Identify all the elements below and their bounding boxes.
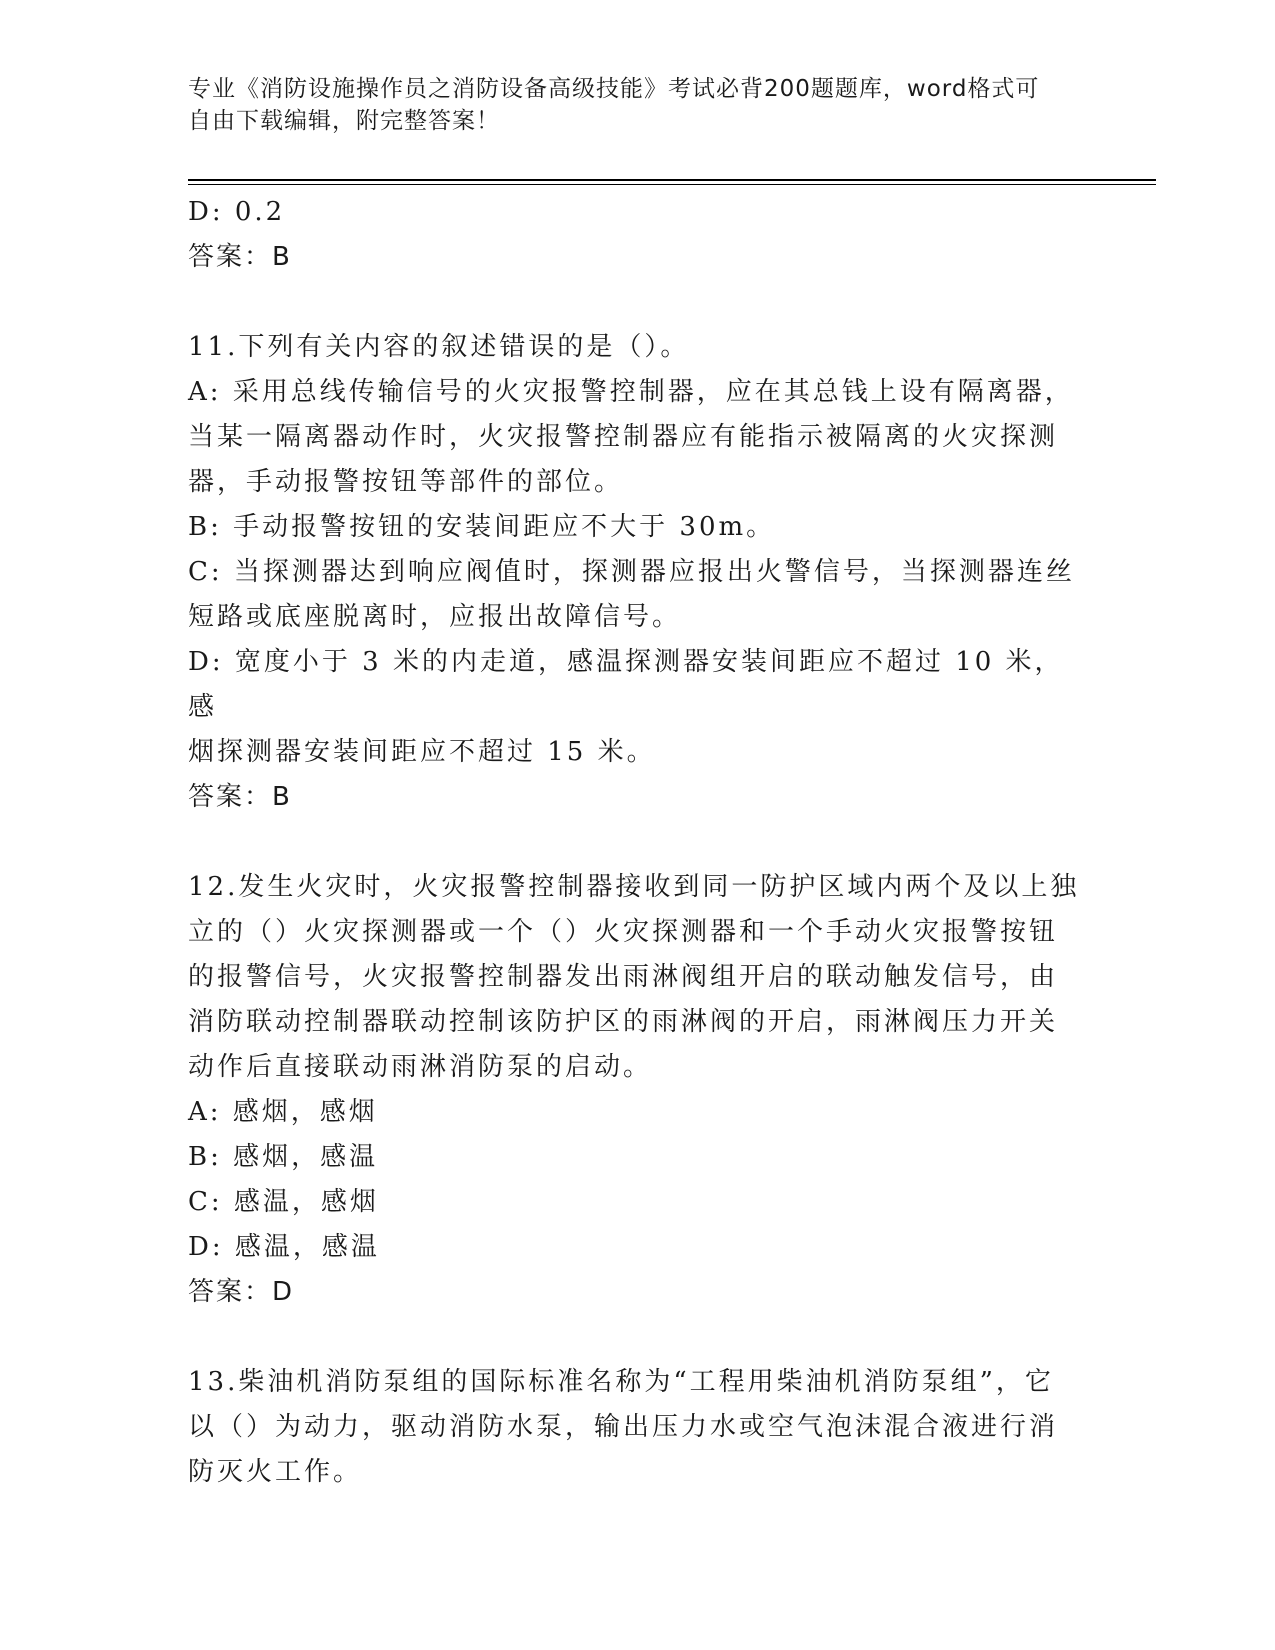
- question-12-stem-cont: 立的（）火灾探测器或一个（）火灾探测器和一个手动火灾报警按钮: [188, 917, 1059, 947]
- question-12-stem-cont: 动作后直接联动雨淋消防泵的启动。: [188, 1052, 653, 1082]
- header-line-2: 自由下载编辑，附完整答案！: [188, 108, 500, 134]
- question-11-option-c: C: 当探测器达到响应阀值时，探测器应报出火警信号，当探测器连丝: [188, 557, 1075, 587]
- prev-option-d: D: 0.2: [188, 197, 286, 227]
- question-11-option-a: A: 采用总线传输信号的火灾报警控制器，应在其总钱上设有隔离器，: [188, 377, 1074, 407]
- question-13: [188, 1360, 1088, 1495]
- question-11-answer: 答案：B: [188, 782, 292, 812]
- question-13-stem: 13.柴油机消防泵组的国际标准名称为“工程用柴油机消防泵组”，它: [188, 1367, 1054, 1397]
- header-divider-thick: [188, 179, 1156, 181]
- question-11-option-d-cont: 烟探测器安装间距应不超过 15 米。: [188, 737, 656, 767]
- question-12-stem-cont: 消防联动控制器联动控制该防护区的雨淋阀的开启，雨淋阀压力开关: [188, 1007, 1059, 1037]
- question-12-option-a: A: 感烟，感烟: [188, 1097, 378, 1127]
- question-12-stem: 12.发生火灾时，火灾报警控制器接收到同一防护区域内两个及以上独: [188, 872, 1080, 902]
- document-header: [188, 73, 1068, 137]
- question-11-option-c-cont: 短路或底座脱离时，应报出故障信号。: [188, 602, 682, 632]
- question-12-answer: 答案：D: [188, 1277, 295, 1307]
- question-13-stem-cont: 防灭火工作。: [188, 1457, 363, 1487]
- question-12-stem-cont: 的报警信号，火灾报警控制器发出雨淋阀组开启的联动触发信号，由: [188, 962, 1059, 992]
- prev-answer: 答案：B: [188, 242, 292, 272]
- question-11-stem: 11.下列有关内容的叙述错误的是（）。: [188, 332, 690, 362]
- question-13-stem-cont: 以（）为动力，驱动消防水泵，输出压力水或空气泡沫混合液进行消: [188, 1412, 1059, 1442]
- question-12: [188, 865, 1088, 1315]
- header-divider-thin: [188, 184, 1156, 185]
- question-12-option-c: C: 感温，感烟: [188, 1187, 379, 1217]
- question-11-option-d: D: 宽度小于 3 米的内走道，感温探测器安装间距应不超过 10 米，感: [188, 647, 1064, 722]
- question-11: [188, 325, 1088, 820]
- question-content: [188, 190, 1088, 1495]
- question-11-option-a-cont: 器，手动报警按钮等部件的部位。: [188, 467, 624, 497]
- question-11-option-a-cont: 当某一隔离器动作时，火灾报警控制器应有能指示被隔离的火灾探测: [188, 422, 1059, 452]
- question-11-option-b: B: 手动报警按钮的安装间距应不大于 30m。: [188, 512, 776, 542]
- question-12-option-b: B: 感烟，感温: [188, 1142, 379, 1172]
- question-12-option-d: D: 感温，感温: [188, 1232, 380, 1262]
- header-line-1: 专业《消防设施操作员之消防设备高级技能》考试必背200题题库，word格式可: [188, 76, 1040, 102]
